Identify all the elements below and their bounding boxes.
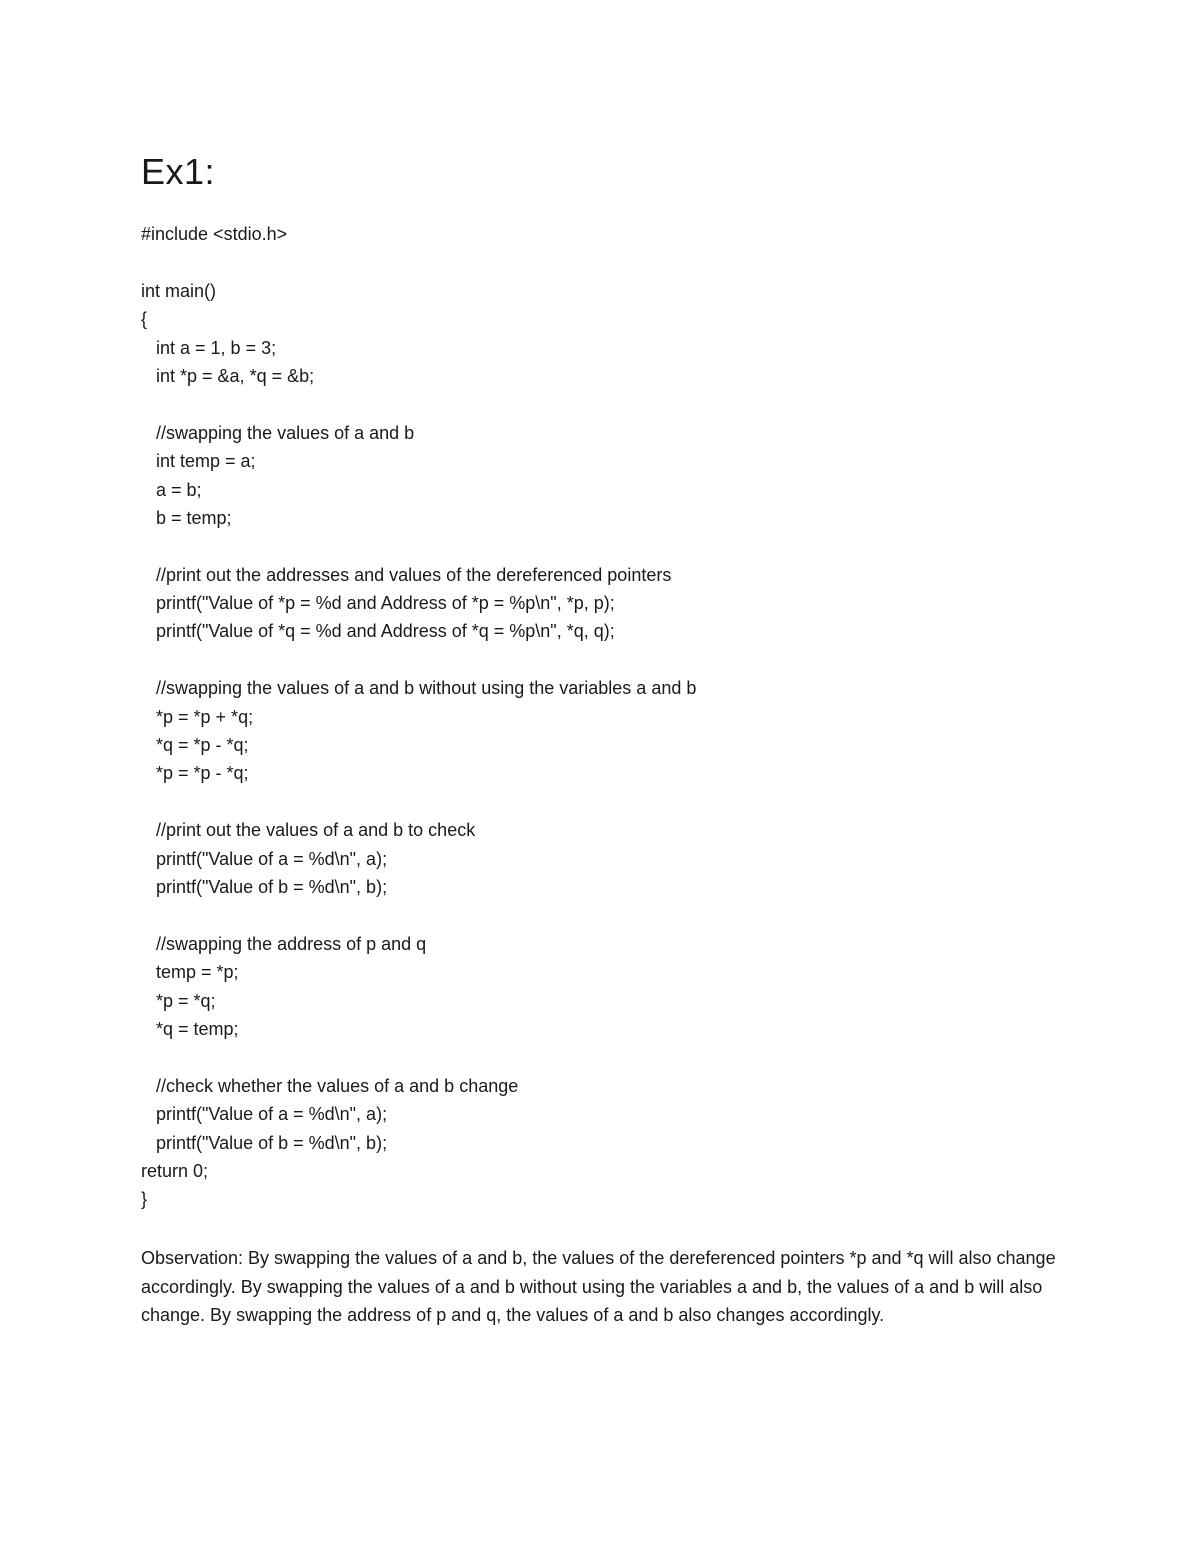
code-line: printf("Value of *q = %d and Address of *q = %p\n", *q, q);: [141, 621, 615, 642]
code-line: [141, 788, 1081, 816]
code-block: [141, 220, 1081, 1214]
code-line: temp = *p;: [141, 962, 239, 983]
code-line: *p = *p - *q;: [141, 763, 249, 784]
code-line: *p = *p + *q;: [141, 706, 254, 727]
code-line: printf("Value of b = %d\n", b);: [141, 1132, 388, 1153]
code-line: int *p = &a, *q = &b;: [141, 365, 315, 386]
code-line: //check whether the values of a and b change: [141, 1075, 519, 1096]
code-line: //print out the values of a and b to check: [141, 820, 476, 841]
code-line: [141, 248, 1081, 276]
code-line: *q = temp;: [141, 1018, 239, 1039]
code-line: [141, 646, 1081, 674]
code-line: b = temp;: [141, 507, 232, 528]
code-line: {: [141, 309, 148, 330]
code-line: //swapping the values of a and b: [141, 422, 415, 443]
code-line: //swapping the address of p and q: [141, 933, 427, 954]
code-line: //swapping the values of a and b without using the variables a and b: [141, 678, 697, 699]
code-line: int a = 1, b = 3;: [141, 337, 277, 358]
code-line: [141, 390, 1081, 418]
code-line: [141, 901, 1081, 929]
code-line: printf("Value of *p = %d and Address of *p = %p\n", *p, p);: [141, 593, 615, 614]
code-line: *p = *q;: [141, 990, 216, 1011]
code-line: //print out the addresses and values of the dereferenced pointers: [141, 564, 672, 585]
code-line: *q = *p - *q;: [141, 735, 249, 756]
observation-paragraph: Observation: By swapping the values of a and b, the values of the dereferenced pointers *p and *q will also change accordingly. By swapping the values of a and b without using the variables a and b, the values of a and b will also change. By swapping the address of p and q, the values of a and b also changes accordingly.: [141, 1248, 1056, 1325]
code-line: #include <stdio.h>: [141, 224, 288, 244]
code-line: int main(): [141, 280, 217, 301]
code-line: return 0;: [141, 1160, 209, 1181]
code-line: a = b;: [141, 479, 202, 500]
code-line: printf("Value of a = %d\n", a);: [141, 1104, 388, 1125]
code-line: printf("Value of a = %d\n", a);: [141, 848, 388, 869]
code-line: printf("Value of b = %d\n", b);: [141, 876, 388, 897]
code-line: }: [141, 1189, 148, 1210]
code-line: [141, 1043, 1081, 1071]
code-line: [141, 532, 1081, 560]
exercise-heading: Ex1:: [141, 151, 216, 192]
code-line: int temp = a;: [141, 451, 256, 472]
